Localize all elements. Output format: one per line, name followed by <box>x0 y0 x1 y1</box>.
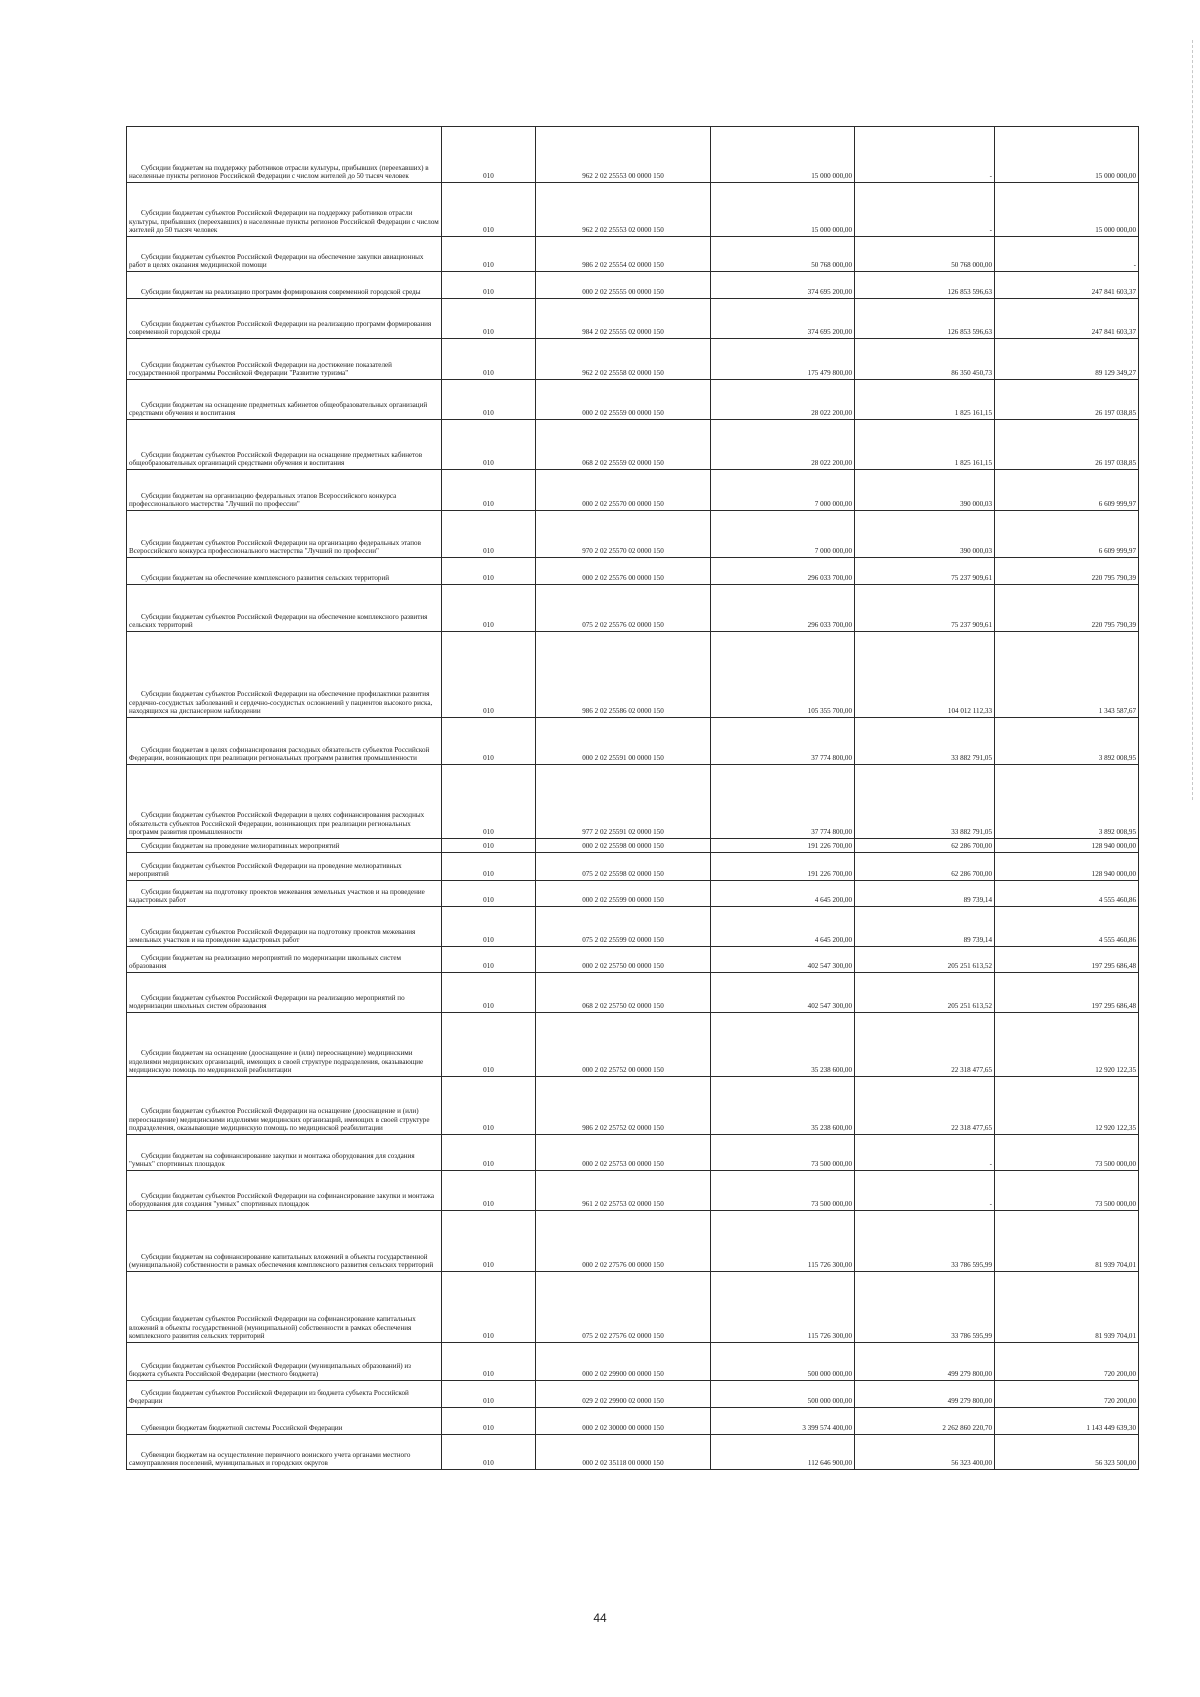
binding-margin-line <box>1192 40 1194 800</box>
row-code-cell: 010 <box>442 511 536 558</box>
row-rest-cell: 6 609 999,97 <box>995 511 1139 558</box>
row-exec-cell: 33 882 791,05 <box>855 765 995 839</box>
row-plan-cell: 37 774 800,00 <box>711 718 855 765</box>
row-code-cell: 010 <box>442 881 536 907</box>
row-plan-cell: 296 033 700,00 <box>711 585 855 632</box>
row-code-cell: 010 <box>442 632 536 718</box>
row-kbk-cell: 977 2 02 25591 02 0000 150 <box>536 765 711 839</box>
row-code-cell: 010 <box>442 272 536 299</box>
row-exec-cell: 104 012 112,33 <box>855 632 995 718</box>
row-plan-cell: 500 000 000,00 <box>711 1381 855 1408</box>
row-code-cell: 010 <box>442 907 536 947</box>
row-plan-cell: 35 238 600,00 <box>711 1013 855 1077</box>
row-exec-cell: 86 350 450,73 <box>855 339 995 380</box>
row-kbk-cell: 075 2 02 25598 02 0000 150 <box>536 853 711 881</box>
row-kbk-cell: 000 2 02 35118 00 0000 150 <box>536 1435 711 1470</box>
row-kbk-cell: 962 2 02 25553 02 0000 150 <box>536 183 711 237</box>
row-name-cell: Субсидии бюджетам субъектов Российской Федерации на реализацию программ формирования современной городской среды <box>127 299 442 339</box>
row-name-cell: Субсидии бюджетам на проведение мелиоративных мероприятий <box>127 839 442 853</box>
row-name-cell: Субсидии бюджетам субъектов Российской Федерации на обеспечение комплексного развития сельских территорий <box>127 585 442 632</box>
table-row <box>127 907 1139 947</box>
row-kbk-cell: 986 2 02 25752 02 0000 150 <box>536 1077 711 1135</box>
row-kbk-cell: 000 2 02 25591 00 0000 150 <box>536 718 711 765</box>
table-row <box>127 1013 1139 1077</box>
row-exec-cell: 1 825 161,15 <box>855 380 995 420</box>
row-exec-cell: 205 251 613,52 <box>855 947 995 973</box>
table-row <box>127 380 1139 420</box>
row-kbk-cell: 068 2 02 25559 02 0000 150 <box>536 420 711 470</box>
row-code-cell: 010 <box>442 339 536 380</box>
row-rest-cell: 89 129 349,27 <box>995 339 1139 380</box>
table-row <box>127 1077 1139 1135</box>
row-plan-cell: 28 022 200,00 <box>711 420 855 470</box>
table-row <box>127 973 1139 1013</box>
row-name-cell: Субсидии бюджетам на реализацию мероприятий по модернизации школьных систем образования <box>127 947 442 973</box>
row-kbk-cell: 000 2 02 25598 00 0000 150 <box>536 839 711 853</box>
row-plan-cell: 15 000 000,00 <box>711 127 855 183</box>
row-plan-cell: 105 355 700,00 <box>711 632 855 718</box>
row-code-cell: 010 <box>442 718 536 765</box>
row-plan-cell: 115 726 300,00 <box>711 1272 855 1343</box>
row-code-cell: 010 <box>442 765 536 839</box>
row-kbk-cell: 075 2 02 25576 02 0000 150 <box>536 585 711 632</box>
row-kbk-cell: 000 2 02 25599 00 0000 150 <box>536 881 711 907</box>
table-row <box>127 1135 1139 1171</box>
row-exec-cell: 499 279 800,00 <box>855 1381 995 1408</box>
row-exec-cell: - <box>855 1135 995 1171</box>
row-code-cell: 010 <box>442 1343 536 1381</box>
row-kbk-cell: 000 2 02 27576 00 0000 150 <box>536 1211 711 1272</box>
table-row <box>127 237 1139 272</box>
row-exec-cell: 89 739,14 <box>855 881 995 907</box>
table-row <box>127 632 1139 718</box>
table-row <box>127 585 1139 632</box>
table-row <box>127 853 1139 881</box>
row-rest-cell: 197 295 686,48 <box>995 947 1139 973</box>
row-plan-cell: 7 000 000,00 <box>711 470 855 511</box>
row-kbk-cell: 970 2 02 25570 02 0000 150 <box>536 511 711 558</box>
row-name-cell: Субсидии бюджетам на обеспечение комплексного развития сельских территорий <box>127 558 442 585</box>
row-name-cell: Субсидии бюджетам субъектов Российской Федерации на реализацию мероприятий по модернизации школьных систем образования <box>127 973 442 1013</box>
row-rest-cell: 15 000 000,00 <box>995 127 1139 183</box>
row-rest-cell: 4 555 460,86 <box>995 907 1139 947</box>
row-name-cell: Субсидии бюджетам субъектов Российской Федерации на поддержку работников отрасли культуры, прибывших (переехавших) в населенные пункты регионов Российской Федерации с числом жителей до 50 тысяч человек <box>127 183 442 237</box>
row-plan-cell: 402 547 300,00 <box>711 947 855 973</box>
row-name-cell: Субсидии бюджетам субъектов Российской Федерации на подготовку проектов межевания земельных участков и на проведение кадастровых работ <box>127 907 442 947</box>
row-rest-cell: 81 939 704,01 <box>995 1211 1139 1272</box>
row-code-cell: 010 <box>442 1135 536 1171</box>
row-rest-cell: 1 343 587,67 <box>995 632 1139 718</box>
table-row <box>127 1272 1139 1343</box>
row-code-cell: 010 <box>442 1013 536 1077</box>
row-exec-cell: 62 286 700,00 <box>855 853 995 881</box>
row-plan-cell: 50 768 000,00 <box>711 237 855 272</box>
row-code-cell: 010 <box>442 1408 536 1435</box>
row-plan-cell: 500 000 000,00 <box>711 1343 855 1381</box>
row-kbk-cell: 000 2 02 25570 00 0000 150 <box>536 470 711 511</box>
row-code-cell: 010 <box>442 973 536 1013</box>
row-name-cell: Субсидии бюджетам субъектов Российской Федерации из бюджета субъекта Российской Федерации <box>127 1381 442 1408</box>
table-row <box>127 339 1139 380</box>
row-name-cell: Субсидии бюджетам субъектов Российской Федерации на обеспечение профилактики развития сердечно-сосудистых заболеваний и сердечно-сосудистых осложнений у пациентов высокого риска, находящихся на диспансерном наблюдении <box>127 632 442 718</box>
row-rest-cell: 56 323 500,00 <box>995 1435 1139 1470</box>
table-row <box>127 511 1139 558</box>
row-kbk-cell: 984 2 02 25555 02 0000 150 <box>536 299 711 339</box>
row-plan-cell: 374 695 200,00 <box>711 272 855 299</box>
row-kbk-cell: 000 2 02 25559 00 0000 150 <box>536 380 711 420</box>
row-exec-cell: - <box>855 127 995 183</box>
row-plan-cell: 402 547 300,00 <box>711 973 855 1013</box>
row-name-cell: Субсидии бюджетам в целях софинансирования расходных обязательств субъектов Российской Федерации, возникающих при реализации региональных программ развития промышленности <box>127 718 442 765</box>
row-kbk-cell: 000 2 02 25753 00 0000 150 <box>536 1135 711 1171</box>
row-code-cell: 010 <box>442 380 536 420</box>
table-row <box>127 470 1139 511</box>
table-row <box>127 420 1139 470</box>
row-rest-cell: 247 841 603,37 <box>995 299 1139 339</box>
row-kbk-cell: 000 2 02 29900 00 0000 150 <box>536 1343 711 1381</box>
row-rest-cell: 720 200,00 <box>995 1381 1139 1408</box>
row-rest-cell: 73 500 000,00 <box>995 1135 1139 1171</box>
row-plan-cell: 296 033 700,00 <box>711 558 855 585</box>
table-row <box>127 1408 1139 1435</box>
row-exec-cell: 56 323 400,00 <box>855 1435 995 1470</box>
table-row <box>127 299 1139 339</box>
row-rest-cell: 26 197 038,85 <box>995 420 1139 470</box>
row-plan-cell: 374 695 200,00 <box>711 299 855 339</box>
row-plan-cell: 4 645 200,00 <box>711 881 855 907</box>
row-rest-cell: 26 197 038,85 <box>995 380 1139 420</box>
row-name-cell: Субсидии бюджетам на поддержку работников отрасли культуры, прибывших (переехавших) в населенные пункты регионов Российской Федерации с числом жителей до 50 тысяч человек <box>127 127 442 183</box>
table-row <box>127 127 1139 183</box>
table-row <box>127 558 1139 585</box>
row-name-cell: Субвенции бюджетам бюджетной системы Российской Федерации <box>127 1408 442 1435</box>
row-plan-cell: 112 646 900,00 <box>711 1435 855 1470</box>
row-kbk-cell: 000 2 02 25750 00 0000 150 <box>536 947 711 973</box>
row-kbk-cell: 962 2 02 25553 00 0000 150 <box>536 127 711 183</box>
row-code-cell: 010 <box>442 127 536 183</box>
row-rest-cell: 81 939 704,01 <box>995 1272 1139 1343</box>
row-rest-cell: 197 295 686,48 <box>995 973 1139 1013</box>
row-rest-cell: 12 920 122,35 <box>995 1013 1139 1077</box>
row-code-cell: 010 <box>442 947 536 973</box>
table-row <box>127 718 1139 765</box>
row-code-cell: 010 <box>442 1077 536 1135</box>
row-exec-cell: 75 237 909,61 <box>855 585 995 632</box>
row-exec-cell: 205 251 613,52 <box>855 973 995 1013</box>
row-plan-cell: 15 000 000,00 <box>711 183 855 237</box>
row-code-cell: 010 <box>442 1211 536 1272</box>
row-rest-cell: 220 795 790,39 <box>995 585 1139 632</box>
row-rest-cell: 220 795 790,39 <box>995 558 1139 585</box>
row-exec-cell: 22 318 477,65 <box>855 1077 995 1135</box>
row-plan-cell: 191 226 700,00 <box>711 853 855 881</box>
row-name-cell: Субсидии бюджетам субъектов Российской Федерации на оснащение (дооснащение и (или) переоснащение) медицинскими изделиями медицинских организаций, имеющих в своей структуре подразделения, оказывающие медицинскую помощь по медицинской реабилитации <box>127 1077 442 1135</box>
row-exec-cell: 2 262 860 220,70 <box>855 1408 995 1435</box>
row-name-cell: Субсидии бюджетам на софинансирование капитальных вложений в объекты государственной (муниципальной) собственности в рамках обеспечения комплексного развития сельских территорий <box>127 1211 442 1272</box>
row-rest-cell: - <box>995 237 1139 272</box>
row-name-cell: Субсидии бюджетам на оснащение (дооснащение и (или) переоснащение) медицинскими изделиями медицинских организаций, имеющих в своей структуре подразделения, оказывающие медицинскую помощь по медицинской реабилитации <box>127 1013 442 1077</box>
row-kbk-cell: 986 2 02 25586 02 0000 150 <box>536 632 711 718</box>
row-plan-cell: 4 645 200,00 <box>711 907 855 947</box>
row-code-cell: 010 <box>442 558 536 585</box>
row-kbk-cell: 000 2 02 25752 00 0000 150 <box>536 1013 711 1077</box>
table-row <box>127 1343 1139 1381</box>
row-code-cell: 010 <box>442 1435 536 1470</box>
row-plan-cell: 73 500 000,00 <box>711 1135 855 1171</box>
row-exec-cell: 33 882 791,05 <box>855 718 995 765</box>
row-plan-cell: 191 226 700,00 <box>711 839 855 853</box>
row-name-cell: Субсидии бюджетам субъектов Российской Федерации на проведение мелиоративных мероприятий <box>127 853 442 881</box>
row-rest-cell: 4 555 460,86 <box>995 881 1139 907</box>
row-name-cell: Субсидии бюджетам субъектов Российской Федерации на оснащение предметных кабинетов общеобразовательных организаций средствами обучения и воспитания <box>127 420 442 470</box>
row-code-cell: 010 <box>442 470 536 511</box>
row-exec-cell: 33 786 595,99 <box>855 1211 995 1272</box>
row-exec-cell: 390 000,03 <box>855 470 995 511</box>
row-rest-cell: 12 920 122,35 <box>995 1077 1139 1135</box>
row-exec-cell: 50 768 000,00 <box>855 237 995 272</box>
table-row <box>127 1171 1139 1211</box>
row-rest-cell: 15 000 000,00 <box>995 183 1139 237</box>
row-kbk-cell: 075 2 02 25599 02 0000 150 <box>536 907 711 947</box>
row-kbk-cell: 000 2 02 30000 00 0000 150 <box>536 1408 711 1435</box>
table-row <box>127 839 1139 853</box>
row-code-cell: 010 <box>442 183 536 237</box>
row-code-cell: 010 <box>442 853 536 881</box>
row-name-cell: Субсидии бюджетам субъектов Российской Федерации на софинансирование капитальных вложений в объекты государственной (муниципальной) собственности в рамках обеспечения комплексного развития сельских территорий <box>127 1272 442 1343</box>
row-name-cell: Субсидии бюджетам субъектов Российской Федерации на достижение показателей государственной программы Российской Федерации "Развитие туризма" <box>127 339 442 380</box>
table-row <box>127 272 1139 299</box>
row-kbk-cell: 068 2 02 25750 02 0000 150 <box>536 973 711 1013</box>
row-plan-cell: 35 238 600,00 <box>711 1077 855 1135</box>
row-exec-cell: 390 000,03 <box>855 511 995 558</box>
row-kbk-cell: 000 2 02 25555 00 0000 150 <box>536 272 711 299</box>
row-code-cell: 010 <box>442 1272 536 1343</box>
page-number: 44 <box>593 1611 607 1625</box>
row-name-cell: Субсидии бюджетам субъектов Российской Федерации на софинансирование закупки и монтажа оборудования для создания "умных" спортивных площадок <box>127 1171 442 1211</box>
row-exec-cell: - <box>855 1171 995 1211</box>
row-exec-cell: 126 853 596,63 <box>855 272 995 299</box>
table-row <box>127 765 1139 839</box>
row-rest-cell: 128 940 000,00 <box>995 839 1139 853</box>
row-exec-cell: - <box>855 183 995 237</box>
row-code-cell: 010 <box>442 237 536 272</box>
row-rest-cell: 6 609 999,97 <box>995 470 1139 511</box>
row-name-cell: Субвенции бюджетам на осуществление первичного воинского учета органами местного самоуправления поселений, муниципальных и городских округов <box>127 1435 442 1470</box>
table-row <box>127 183 1139 237</box>
row-code-cell: 010 <box>442 585 536 632</box>
row-plan-cell: 3 399 574 400,00 <box>711 1408 855 1435</box>
row-plan-cell: 175 479 800,00 <box>711 339 855 380</box>
table-row <box>127 1435 1139 1470</box>
table-row <box>127 947 1139 973</box>
row-name-cell: Субсидии бюджетам на организацию федеральных этапов Всероссийского конкурса профессионального мастерства "Лучший по профессии" <box>127 470 442 511</box>
row-exec-cell: 22 318 477,65 <box>855 1013 995 1077</box>
row-kbk-cell: 029 2 02 29900 02 0000 150 <box>536 1381 711 1408</box>
row-name-cell: Субсидии бюджетам субъектов Российской Федерации на обеспечение закупки авиационных работ в целях оказания медицинской помощи <box>127 237 442 272</box>
row-plan-cell: 73 500 000,00 <box>711 1171 855 1211</box>
row-exec-cell: 499 279 800,00 <box>855 1343 995 1381</box>
table-row <box>127 881 1139 907</box>
row-kbk-cell: 962 2 02 25558 02 0000 150 <box>536 339 711 380</box>
row-kbk-cell: 986 2 02 25554 02 0000 150 <box>536 237 711 272</box>
row-rest-cell: 128 940 000,00 <box>995 853 1139 881</box>
row-plan-cell: 37 774 800,00 <box>711 765 855 839</box>
row-name-cell: Субсидии бюджетам на подготовку проектов межевания земельных участков и на проведение кадастровых работ <box>127 881 442 907</box>
row-plan-cell: 115 726 300,00 <box>711 1211 855 1272</box>
row-rest-cell: 3 892 008,95 <box>995 718 1139 765</box>
row-code-cell: 010 <box>442 839 536 853</box>
row-code-cell: 010 <box>442 299 536 339</box>
row-kbk-cell: 075 2 02 27576 02 0000 150 <box>536 1272 711 1343</box>
row-exec-cell: 62 286 700,00 <box>855 839 995 853</box>
table-row <box>127 1381 1139 1408</box>
row-rest-cell: 3 892 008,95 <box>995 765 1139 839</box>
row-exec-cell: 75 237 909,61 <box>855 558 995 585</box>
table-body <box>127 127 1139 1470</box>
row-name-cell: Субсидии бюджетам на реализацию программ формирования современной городской среды <box>127 272 442 299</box>
row-plan-cell: 7 000 000,00 <box>711 511 855 558</box>
row-exec-cell: 33 786 595,99 <box>855 1272 995 1343</box>
row-exec-cell: 1 825 161,15 <box>855 420 995 470</box>
row-code-cell: 010 <box>442 1381 536 1408</box>
budget-execution-table <box>126 126 1139 1470</box>
row-name-cell: Субсидии бюджетам субъектов Российской Федерации в целях софинансирования расходных обязательств субъектов Российской Федерации, возникающих при реализации региональных программ развития промышленности <box>127 765 442 839</box>
row-kbk-cell: 000 2 02 25576 00 0000 150 <box>536 558 711 585</box>
row-rest-cell: 1 143 449 639,30 <box>995 1408 1139 1435</box>
row-code-cell: 010 <box>442 1171 536 1211</box>
row-name-cell: Субсидии бюджетам на оснащение предметных кабинетов общеобразовательных организаций средствами обучения и воспитания <box>127 380 442 420</box>
row-exec-cell: 89 739,14 <box>855 907 995 947</box>
row-plan-cell: 28 022 200,00 <box>711 380 855 420</box>
row-kbk-cell: 961 2 02 25753 02 0000 150 <box>536 1171 711 1211</box>
row-name-cell: Субсидии бюджетам субъектов Российской Федерации на организацию федеральных этапов Всероссийского конкурса профессионального мастерства "Лучший по профессии" <box>127 511 442 558</box>
row-name-cell: Субсидии бюджетам субъектов Российской Федерации (муниципальных образований) из бюджета субъекта Российской Федерации (местного бюджета) <box>127 1343 442 1381</box>
table-row <box>127 1211 1139 1272</box>
row-rest-cell: 247 841 603,37 <box>995 272 1139 299</box>
row-code-cell: 010 <box>442 420 536 470</box>
row-name-cell: Субсидии бюджетам на софинансирование закупки и монтажа оборудования для создания "умных" спортивных площадок <box>127 1135 442 1171</box>
row-rest-cell: 73 500 000,00 <box>995 1171 1139 1211</box>
row-exec-cell: 126 853 596,63 <box>855 299 995 339</box>
row-rest-cell: 720 200,00 <box>995 1343 1139 1381</box>
